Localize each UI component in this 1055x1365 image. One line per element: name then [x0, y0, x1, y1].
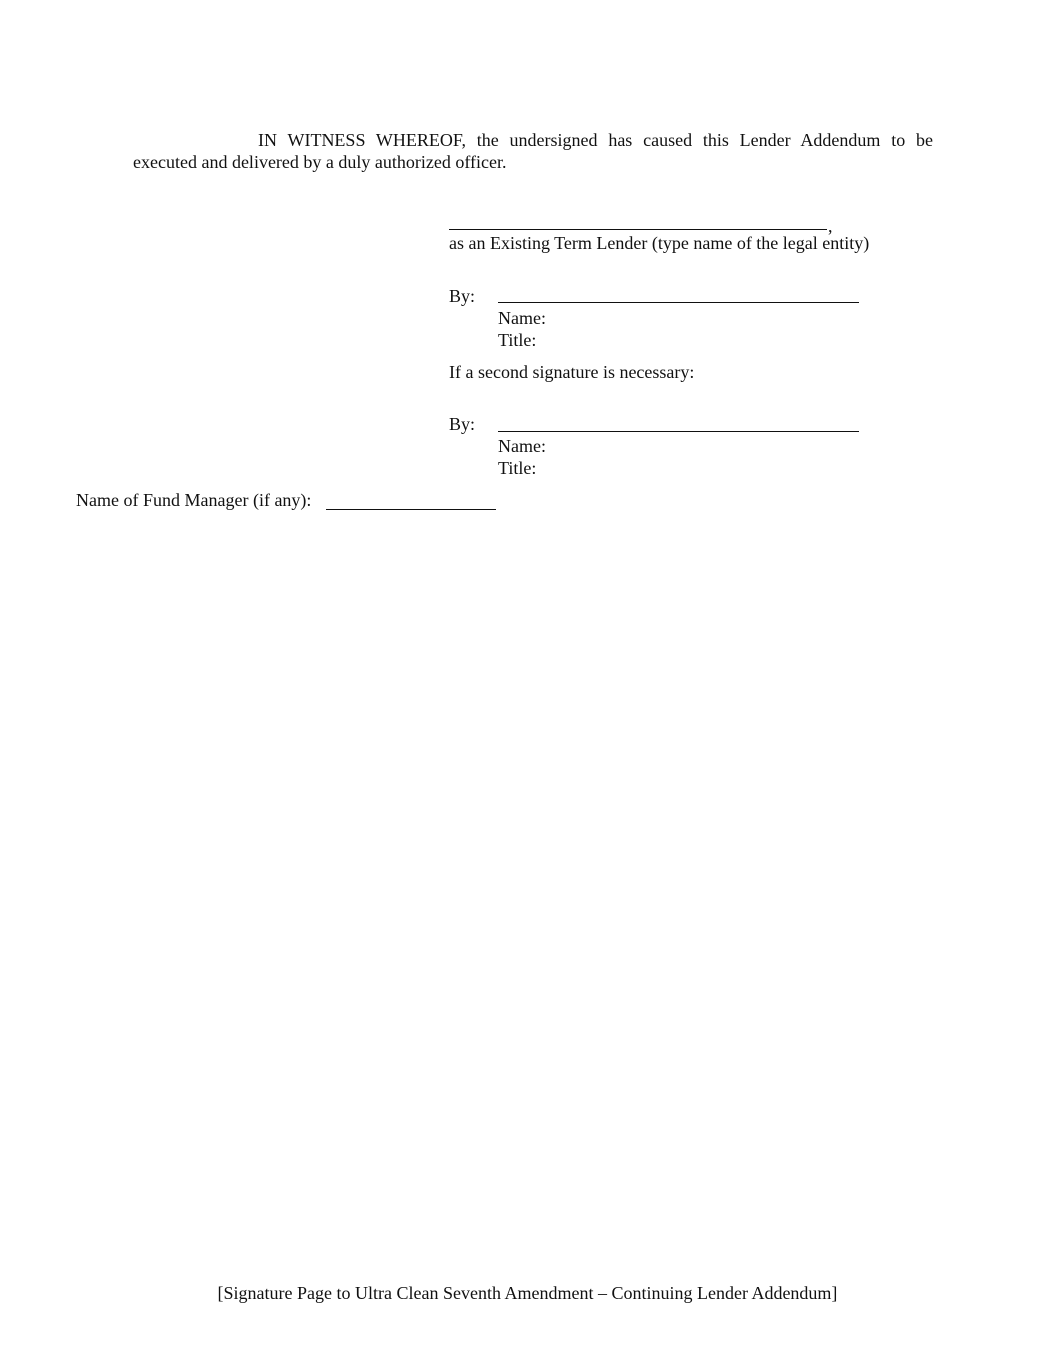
signature-1-by-label: By: [449, 286, 476, 306]
signature-1-line[interactable] [498, 302, 859, 303]
entity-caption: as an Existing Term Lender (type name of the legal entity) [449, 233, 870, 253]
witness-paragraph-line-2: executed and delivered by a duly authorized officer. [133, 152, 507, 172]
fund-manager-line[interactable] [326, 509, 496, 510]
witness-paragraph-line-1: IN WITNESS WHEREOF, the undersigned has caused this Lender Addendum to be [258, 130, 933, 150]
signature-2-by-label: By: [449, 414, 476, 434]
second-signature-note: If a second signature is necessary: [449, 362, 695, 382]
page-footer: [Signature Page to Ultra Clean Seventh Amendment – Continuing Lender Addendum] [217, 1283, 838, 1303]
entity-name-line[interactable] [449, 229, 827, 230]
fund-manager-label: Name of Fund Manager (if any): [76, 490, 312, 510]
signature-2-name-label: Name: [498, 436, 546, 456]
signature-2-title-label: Title: [498, 458, 537, 478]
signature-2-line[interactable] [498, 431, 859, 432]
entity-name-comma: , [828, 216, 833, 236]
signature-1-title-label: Title: [498, 330, 537, 350]
signature-1-name-label: Name: [498, 308, 546, 328]
